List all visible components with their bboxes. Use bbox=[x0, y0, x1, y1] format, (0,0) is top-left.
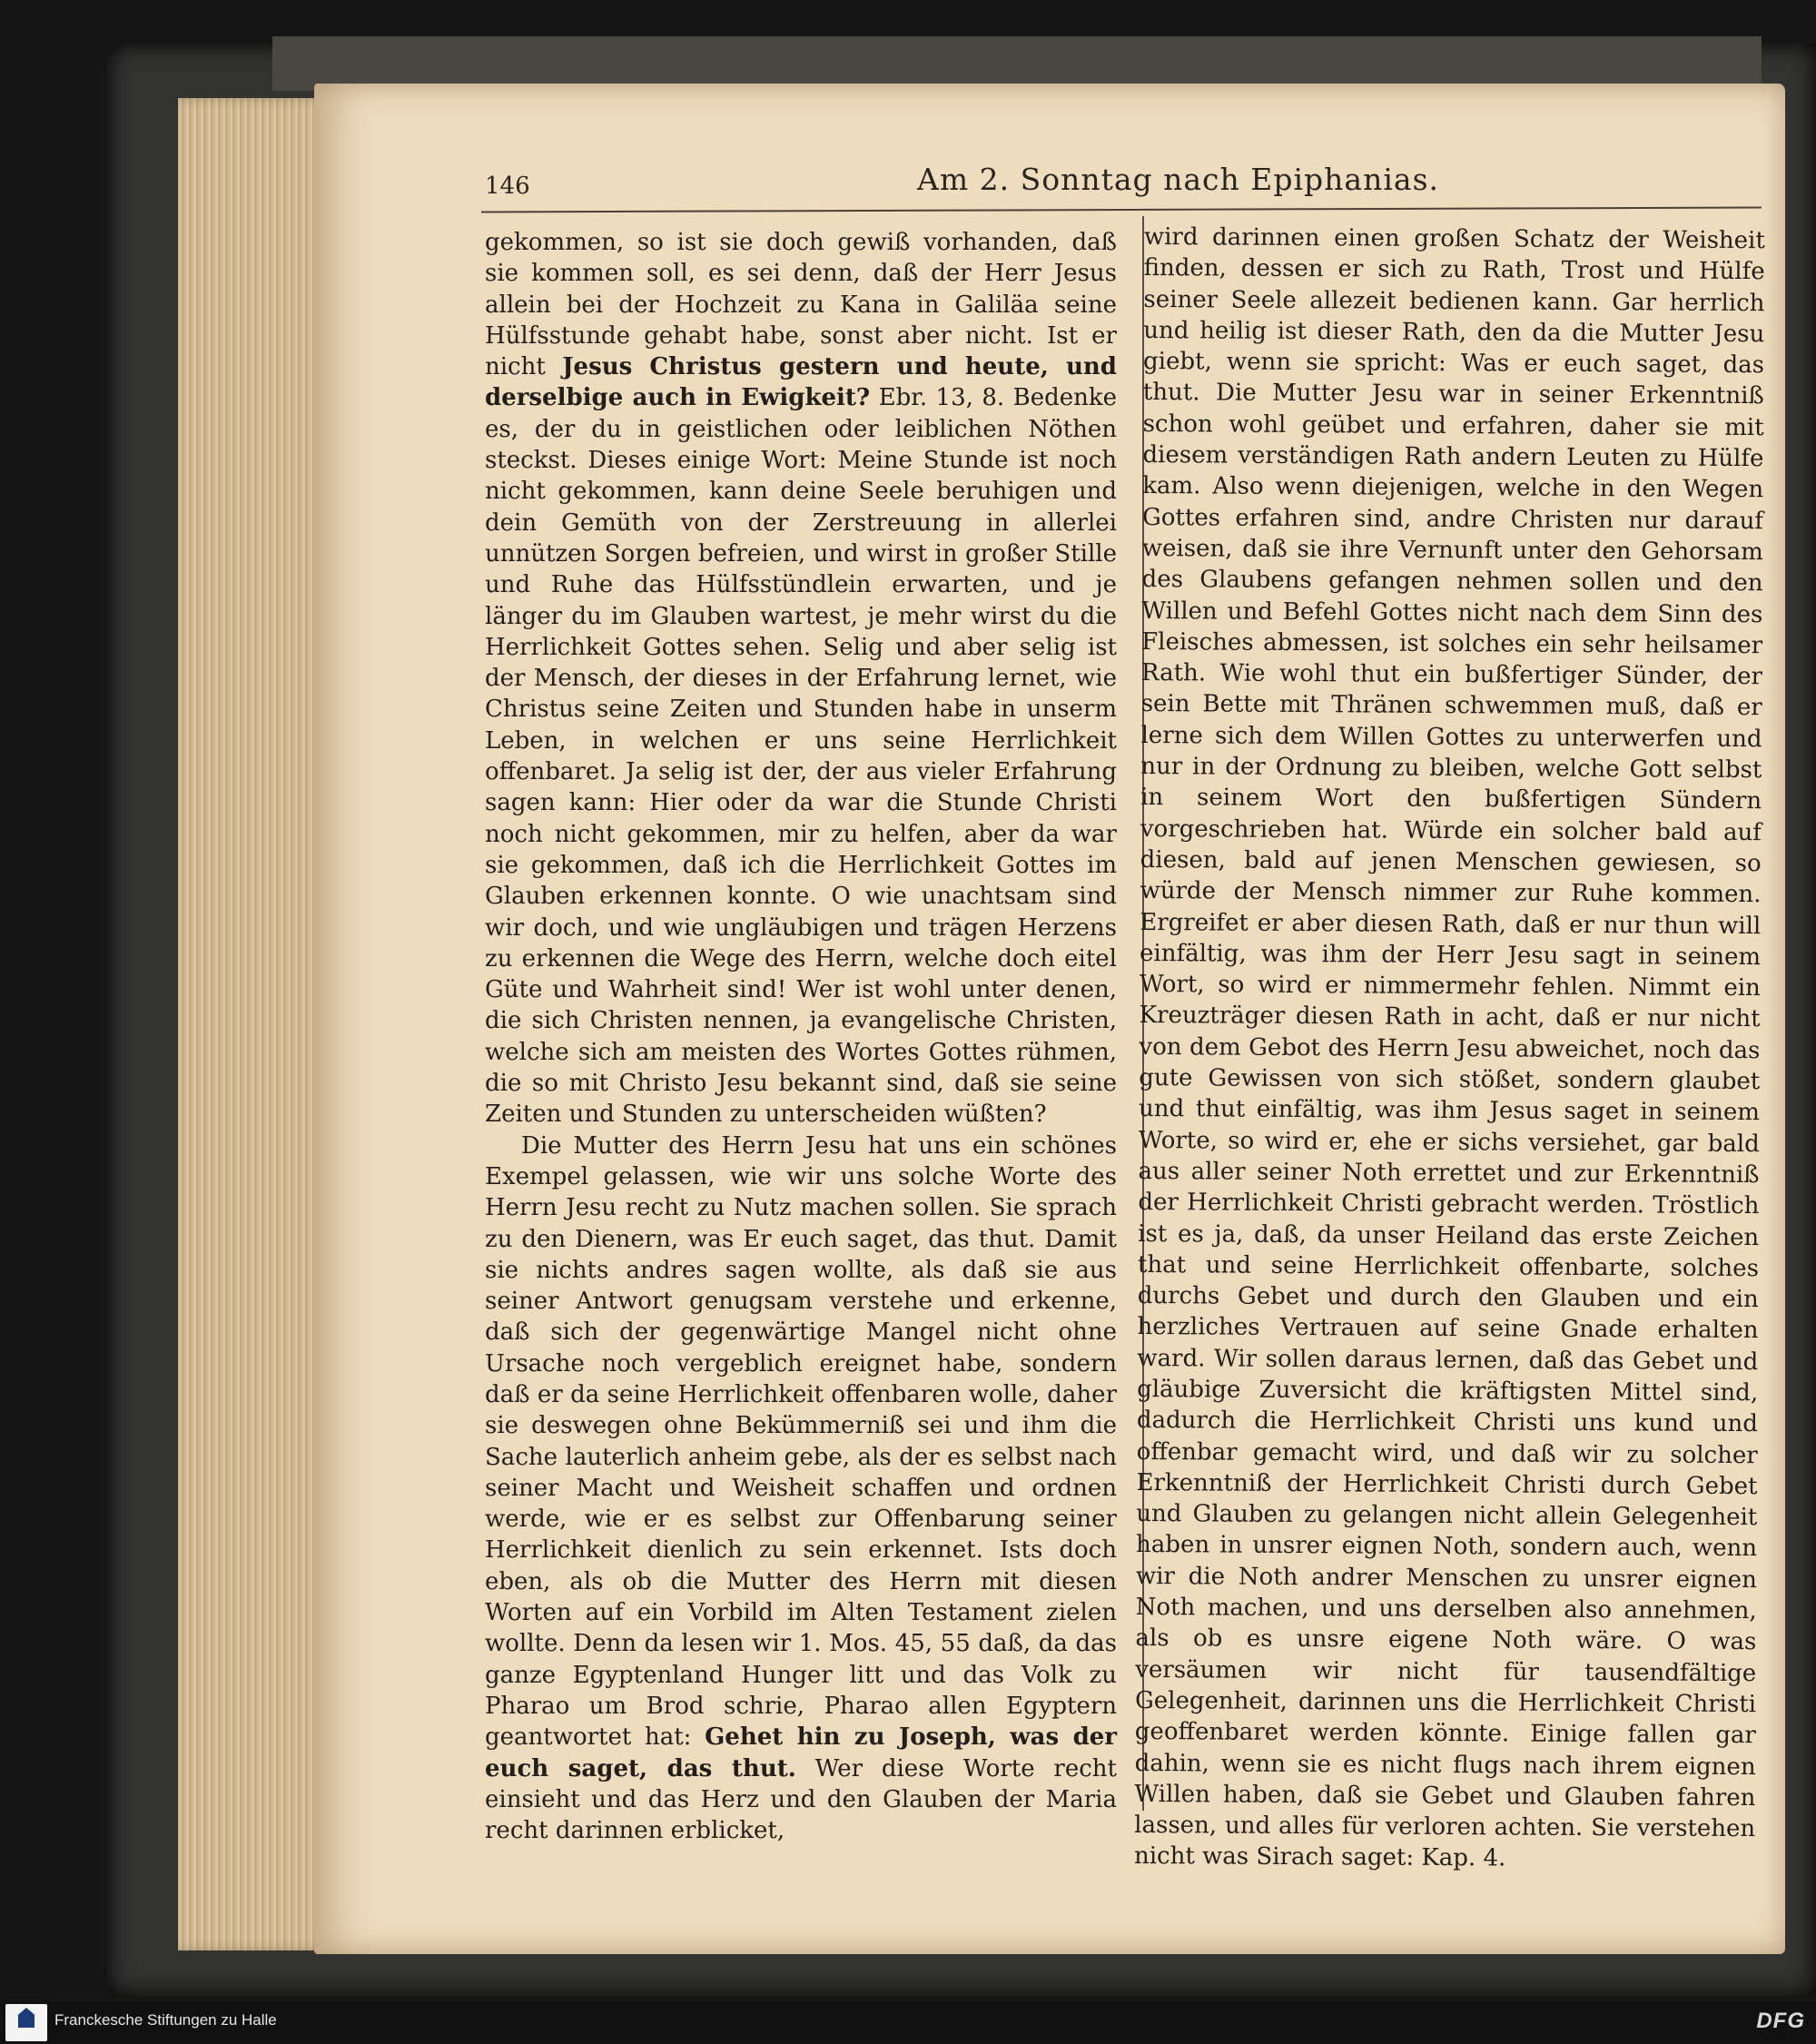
bold-quote: Jesus Christus gestern und heute, und derselbige auch in Ewigkeit? bbox=[485, 353, 1117, 412]
running-head: Am 2. Sonntag nach Epiphanias. bbox=[917, 162, 1439, 197]
paragraph bbox=[485, 1131, 1117, 1847]
page-edges bbox=[178, 98, 334, 1950]
paragraph bbox=[485, 227, 1117, 1131]
institution-name: Franckesche Stiftungen zu Halle bbox=[54, 2011, 277, 2029]
left-column bbox=[485, 227, 1117, 1846]
dfg-logo[interactable]: DFG bbox=[1756, 2009, 1805, 2033]
building-icon bbox=[18, 2008, 35, 2028]
page-number: 146 bbox=[485, 173, 530, 200]
bold-quote: Gehet hin zu Joseph, was der euch saget, das thut. bbox=[485, 1723, 1117, 1782]
viewer-footer bbox=[0, 2001, 1816, 2044]
paragraph: wird darinnen einen großen Schatz der Weisheit finden, dessen er sich zu Rath, Trost und Hülfe seiner Seele allezeit bedienen kann. Gar herrlich und heilig ist dieser Rath, den da die Mutter Jesu giebt, wenn sie spricht: Was er euch saget, das thut. Die Mutter Jesu war in seiner Erkenntniß schon wohl geübet und erfahren, daher sie mit diesem verständigen Rath andern Leuten zu Hülfe kam. Also wenn diejenigen, welche in den Wegen Gottes erfahren sind, andre Christen nur darauf weisen, daß sie ihre Vernunft unter den Gehorsam des Glaubens gefangen nehmen sollen und den Willen und Befehl Gottes nicht nach dem Sinn des Fleisches abmessen, ist solches ein sehr heilsamer Rath. Wie wohl thut ein bußfertiger Sünder, der sein Bette mit Thränen schwemmen muß, daß er lerne sich dem Willen Gottes zu unterwerfen und nur in der Ordnung zu bleiben, welche Gott selbst in seinem Wort den bußfertigen Sündern vorgeschrieben hat. Würde ein solcher bald auf diesen, bald auf jenen Menschen gewiesen, so würde der Mensch nimmer zur Ruhe kommen. Ergreifet er aber diesen Rath, daß er nur thun will einfältig, was ihm der Herr Jesu sagt in seinem Wort, so wird er nimmermehr fehlen. Nimmt ein Kreuzträger diesen Rath in acht, daß er nur nicht von dem Gebot des Herrn Jesu abweichet, noch das gute Gewissen von sich stößet, sondern glaubet und thut einfältig, was ihm Jesus saget in seinem Worte, so wird er, ehe er sichs versiehet, gar bald aus aller seiner Noth errettet und zur Erkenntniß der Herrlichkeit Christi gebracht werden. Tröstlich ist es ja, daß, da unser Heiland das erste Zeichen that und seine Herrlichkeit offenbarte, solches durchs Gebet und durch den Glauben und ein herzliches Vertrauen auf seine Gnade erhalten ward. Wir sollen daraus lernen, daß das Gebet und gläubige Zuversicht die kräftigsten Mittel sind, dadurch die Herrlichkeit Christi uns kund und offenbar gemacht wird, und daß wir zu solcher Erkenntniß der Herrlichkeit Christi durch Gebet und Glauben zu gelangen nicht allein Gelegenheit haben in unsrer eignen Noth, sondern auch, wenn wir die Noth andrer Menschen zu unsrer eignen Noth machen, und uns derselben also annehmen, als ob es unsre eigene Noth wäre. O was versäumen wir nicht für tausendfältige Gelegenheit, darinnen uns die Herrlichkeit Christi geoffenbaret werden könnte. Einige fallen gar dahin, wenn sie es nicht flugs nach ihrem eignen Willen haben, daß sie Gebet und Glauben fahren lassen, und alles für verloren achten. Sie verstehen nicht was Sirach saget: Kap. 4. bbox=[1133, 222, 1765, 1872]
institution-logo[interactable] bbox=[5, 2004, 47, 2041]
paragraph-text: Die Mutter des Herrn Jesu hat uns ein schönes Exempel gelassen, wie wir uns solche Worte des Herrn Jesu recht zu Nutz machen sollen. Sie sprach zu den Dienern, was Er euch saget, das thut. Damit sie nichts andres sagen wollte, als daß sie aus seiner Antwort genugsam verstehe und erkenne, daß sich der gegenwärtige Mangel nicht ohne Ursache noch vergeblich ereignet habe, sondern daß er da seine Herrlichkeit offenbaren wolle, daher sie deswegen ohne Bekümmerniß sei und ihm die Sache lauterlich anheim gebe, als der es selbst nach seiner Macht und Weisheit schaffen und ordnen werde, wie er es selbst zur Offenbarung seiner Herrlichkeit dienlich zu sein erkennet. Ists doch eben, als ob die Mutter des Herrn mit diesen Worten auf ein Vorbild im Alten Testament zielen wollte. Denn da lesen wir 1. Mos. 45, 55 daß, da das ganze Egyptenland Hunger litt und das Volk zu Pharao um Brod schrie, Pharao allen Egyptern geantwortet hat: bbox=[485, 1131, 1117, 1752]
paragraph-text: Ebr. 13, 8. Bedenke es, der du in geistlichen oder leiblichen Nöthen steckst. Dieses einige Wort: Meine Stunde ist noch nicht gekommen, kann deine Seele beruhigen und dein Gemüth von der Zerstreuung in allerlei unnützen Sorgen befreien, und wirst in großer Stille und Ruhe das Hülfsstündlein erwarten, und je länger du im Glauben wartest, je mehr wirst du die Herrlichkeit Gottes sehen. Selig und aber selig ist der Mensch, der dieses in der Erfahrung lernet, wie Christus seine Zeiten und Stunden habe in unserm Leben, in welchen er uns seine Herrlichkeit offenbaret. Ja selig ist der, der aus vieler Erfahrung sagen kann: Hier oder da war die Stunde Christi noch nicht gekommen, mir zu helfen, aber da war sie gekommen, daß ich die Herrlichkeit Gottes im Glauben erkennen konnte. O wie unachtsam sind wir doch, und wie ungläubigen und trägen Herzens zu erkennen die Wege des Herrn, welche doch eitel Güte und Wahrheit sind! Wer ist wohl unter denen, die sich Christen nennen, ja evangelische Christen, welche sich am meisten des Wortes Gottes rühmen, die so mit Christo Jesu bekannt sind, daß sie seine Zeiten und Stunden zu unterscheiden wüßten? bbox=[485, 384, 1117, 1129]
paragraph-text: Wer diese Worte recht einsieht und das Herz und den Glauben der Maria recht darinnen erblicket, bbox=[485, 1754, 1117, 1845]
right-column bbox=[1134, 222, 1765, 1876]
book-cover-top-edge bbox=[272, 36, 1762, 91]
paragraph-text: gekommen, so ist sie doch gewiß vorhanden, daß sie kommen soll, es sei denn, daß der Herr Jesus allein bei der Hochzeit zu Kana in Galiläa seine Hülfsstunde gehabt habe, sonst aber nicht. Ist er nicht bbox=[485, 229, 1117, 381]
